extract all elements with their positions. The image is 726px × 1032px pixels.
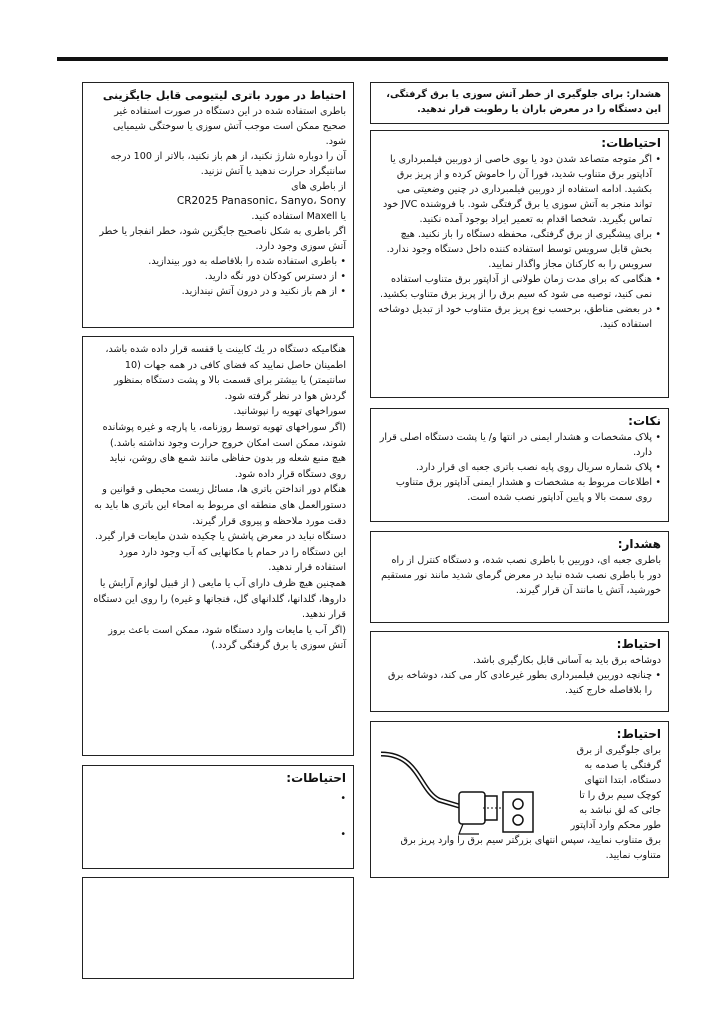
warning-battery-text: باطری جعبه ای، دوربین با باطری نصب شده، و دستگاه کنترل از راه دور با باطری نصب شده نباید در معرض گرمای شدید مانند نور مستقیم خورشید، آتش یا مانند آن قرار گیرند.	[381, 555, 661, 596]
cabinet-p: (اگر آب یا مایعات وارد دستگاه شود، ممکن است باعث بروز آتش سوزی یا برق گرفتگی گردد.)	[108, 624, 346, 652]
lithium-p3b: CR2025 Panasonic، Sanyo، Sony	[176, 195, 346, 207]
cabinet-box	[82, 336, 354, 756]
text-line: دستگاه، ابتدا انتهای	[584, 775, 661, 786]
caution-cord-tail: برق متناوب نمایید، سپس انتهای بزرگتر سیم برق را وارد پریز برق متناوب نمایید.	[400, 835, 661, 861]
lithium-p3a: از باطری های	[291, 181, 346, 192]
lithium-list	[90, 254, 346, 299]
cautions-empty-list	[90, 791, 346, 847]
cabinet-p: هنگام دور انداختن باتری ها، مسائل زیست محیطی و قوانین و دستورالعمل های منطقه ای مربوط به امحاء این باتری ها باید به دقت مورد ملاحظه و پیروی قرار گیرند.	[94, 484, 346, 527]
text-line: گرفتگی یا صدمه به	[584, 760, 661, 771]
warning-fire-text: هشدار: برای جلوگیری از خطر آتش سوزی یا برق گرفتگی، این دستگاه را در معرض باران یا رطوبت قرار ندهید.	[386, 89, 661, 115]
list-item: • از دسترس کودکان دور نگه دارید.	[90, 269, 346, 284]
list-item: • پلاک مشخصات و هشدار ایمنی در انتها و/ یا پشت دستگاه اصلی قرار دارد.	[378, 430, 661, 460]
caution-plug-text: دوشاخه برق باید به آسانی قابل بکارگیری باشد.	[472, 655, 661, 666]
cautions-title: احتیاطات:	[601, 136, 661, 150]
list-item: • چنانچه دوربین فیلمبرداری بطور غیرعادی کار می کند، دوشاخه برق را بلافاصله خارج کنید.	[378, 668, 661, 698]
list-item: • هنگامی که برای مدت زمان طولانی از آداپتور برق متناوب استفاده نمی کنید، توصیه می شود که سیم برق را از پریز برق متناوب بکشید.	[378, 272, 661, 302]
notes-box	[370, 408, 669, 522]
cabinet-p: همچنین هیچ ظرف دارای آب یا مایعی ( از قبیل لوازم آرایش یا داروها، گلدانها، گلدانهای گل، فنجانها و غیره) را روی این دستگاه قرار ندهید.	[93, 577, 346, 621]
notes-list	[378, 430, 661, 505]
text-line: کوچک سیم برق را تا	[579, 790, 661, 801]
cautions-list	[378, 152, 661, 332]
text-line: جائی که لق نباشد به	[579, 805, 661, 816]
warning-battery-title: هشدار:	[617, 537, 661, 551]
caution-cord-box	[370, 721, 669, 878]
lithium-p2: آن را دوباره شارژ نکنید، از هم باز نکنید، بالاتر از 100 درجه سانتیگراد حرارت ندهید یا آتش نزنید.	[110, 151, 346, 177]
empty-box	[82, 877, 354, 979]
caution-cord-title: احتیاط:	[616, 727, 661, 741]
lithium-battery-box	[82, 82, 354, 328]
list-item: • برای پیشگیری از برق گرفتگی، محفظه دستگاه را باز نکنید. هیچ بخش قابل سرویس توسط استفاده کننده داخل دستگاه وجود ندارد. سرویس را به کارکنان مجاز واگذار نمایید.	[378, 227, 661, 272]
cautions-empty-title: احتیاطات:	[286, 771, 346, 785]
list-item	[90, 791, 346, 827]
caution-plug-box	[370, 631, 669, 712]
cautions-empty-box	[82, 765, 354, 869]
caution-cord-lines	[539, 743, 661, 833]
list-item: • از هم باز نکنید و در درون آتش نیندازید.	[90, 284, 346, 299]
lithium-battery-title: احتیاط در مورد باتری لیتیومی قابل جایگزینی	[102, 89, 346, 102]
list-item: • پلاک شماره سریال روی پایه نصب باتری جعبه ای قرار دارد.	[378, 460, 661, 475]
cabinet-p: هنگامیکه دستگاه در یك کابینت یا قفسه قرار داده شده باشد، اطمینان حاصل نمایید که فضای کافی در همه جهات (10 سانتیمتر) یا بیشتر برای قسمت بالا و پشت دستگاه بمنظور گردش هوا در نظر گرفته شود.	[105, 344, 346, 402]
list-item: • اطلاعات مربوط به مشخصات و هشدار ایمنی آداپتور برق متناوب روی سمت بالا و پایین آداپتور نصب شده است.	[378, 475, 661, 505]
caution-plug-title: احتیاط:	[616, 637, 661, 651]
caution-plug-list	[378, 668, 661, 698]
list-item	[90, 827, 346, 847]
top-rule	[57, 57, 668, 61]
lithium-p4: اگر باطری به شکل ناصحیح جایگزین شود، خطر انفجار یا خطر آتش سوزی وجود دارد.	[99, 226, 346, 252]
cabinet-p: سوراخهای تهویه را نپوشانید.	[233, 406, 346, 418]
notes-title: نکات:	[628, 414, 661, 428]
cautions-box	[370, 130, 669, 398]
cabinet-text	[90, 342, 346, 654]
lithium-p1: باطری استفاده شده در این دستگاه در صورت استفاده غیر صحیح ممکن است موجب آتش سوزی یا سوختگی شیمیایی شود.	[112, 106, 346, 147]
cabinet-p: این دستگاه را در حمام یا مکانهایی که آب وجود دارد مورد استفاده قرار ندهید.	[119, 546, 346, 574]
cabinet-p: (اگر سوراخهای تهویه توسط روزنامه، یا پارچه و غیره پوشانده شوند، ممکن است امکان خروج حرارت وجود نداشته باشد.)	[102, 421, 346, 449]
lithium-p3c: یا Maxell استفاده کنید.	[251, 211, 346, 222]
warning-battery-box	[370, 531, 669, 623]
power-cord-illustration	[379, 750, 539, 850]
list-item: • در بعضی مناطق، برحسب نوع پریز برق متناوب خود از تبدیل دوشاخه استفاده کنید.	[378, 302, 661, 332]
warning-fire-box	[370, 82, 669, 124]
text-line: طور محکم وارد آداپتور	[570, 820, 661, 831]
text-line: برای جلوگیری از برق	[576, 745, 661, 756]
cabinet-p: هیچ منبع شعله ور بدون حفاظی مانند شمع های روشن، نباید روی دستگاه قرار داده شود.	[109, 453, 346, 480]
list-item: • باطری استفاده شده را بلافاصله به دور بیندازید.	[90, 254, 346, 269]
list-item: • اگر متوجه متصاعد شدن دود یا بوی خاصی از دوربین فیلمبرداری یا آداپتور برق متناوب شدید، فورا آن را خاموش کرده و از پریز برق بکشید. ادامه استفاده از دوربین فیلمبرداری در چنین وضعیتی می تواند منجر به آتش سوزی یا برق گرفتگی شود. با فروشنده JVC خود تماس بگیرید. شخصا اقدام به تعمیر ایراد بوجود آمده نکنید.	[378, 152, 661, 227]
cabinet-p: دستگاه نباید در معرض پاشش یا چکیده شدن مایعات قرار گیرد.	[94, 531, 346, 543]
